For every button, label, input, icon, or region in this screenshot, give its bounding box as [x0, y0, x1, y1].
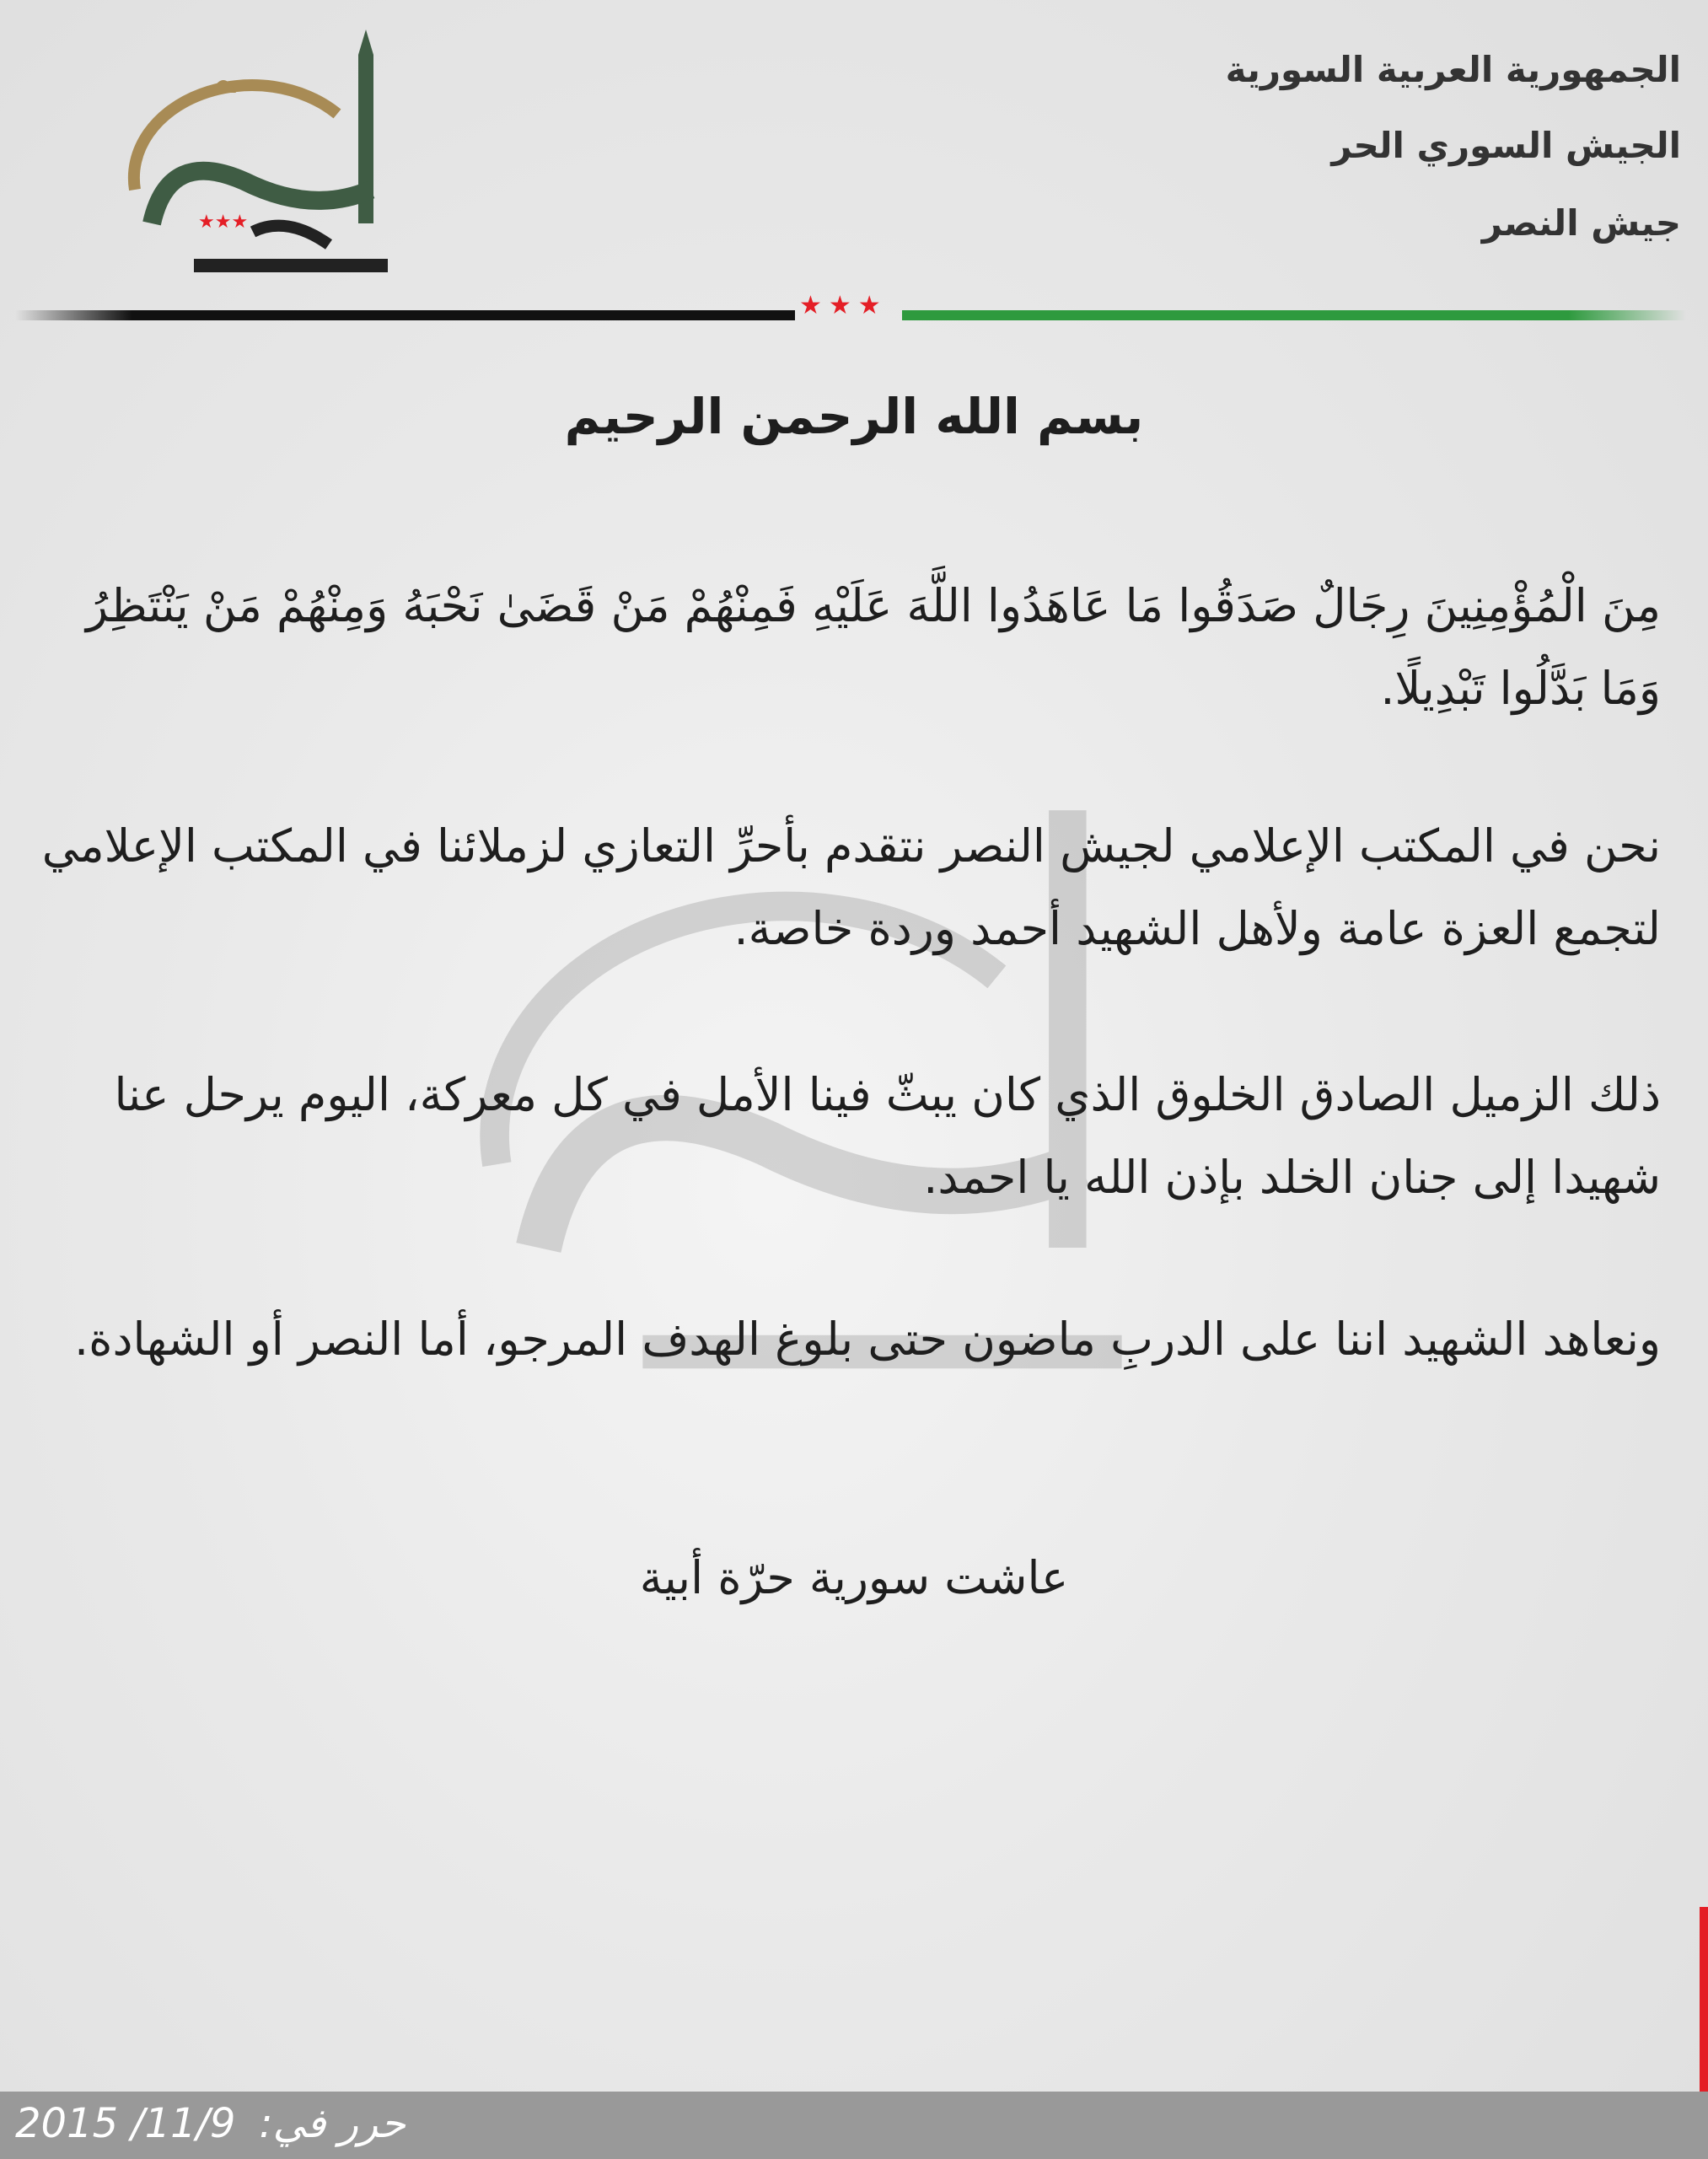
- divider-stars: ★★★: [799, 291, 888, 320]
- svg-text:★★★: ★★★: [198, 212, 249, 233]
- quran-verse: مِنَ الْمُؤْمِنِينَ رِجَالٌ صَدَقُوا مَا عَاهَدُوا اللَّهَ عَلَيْهِ فَمِنْهُمْ مَنْ قَضَىٰ نَحْبَهُ وَمِنْهُمْ مَنْ يَنْتَظِرُ وَمَا بَدَّلُوا تَبْدِيلًا.: [85, 579, 1661, 715]
- footer-date: 2015 /11/9: [15, 2100, 236, 2147]
- divider-green: [902, 310, 1686, 320]
- red-accent-bar: [1700, 1907, 1708, 2092]
- divider-black: [15, 310, 795, 320]
- header-country: الجمهورية العربية السورية: [1225, 49, 1681, 90]
- header-brigade: جيش النصر: [1481, 202, 1681, 244]
- footer-label: حرر في:: [259, 2100, 406, 2147]
- paragraph-tribute: ذلك الزميل الصادق الخلوق الذي كان يبثّ فينا الأمل في كل معركة، اليوم يرحل عنا شهيدا إلى جنان الخلد بإذن الله يا احمد.: [114, 1068, 1661, 1204]
- header-army: الجيش السوري الحر: [1331, 125, 1681, 166]
- footer-bar: [0, 2092, 1708, 2159]
- paragraph-pledge: ونعاهد الشهيد اننا على الدربِ ماضون حتى بلوغ الهدف المرجو، أما النصر أو الشهادة.: [74, 1313, 1661, 1366]
- logo-emblem: [118, 21, 405, 282]
- closing-line: عاشت سورية حرّة أبية: [639, 1551, 1069, 1604]
- bismillah: بسم الله الرحمن الرحيم: [564, 388, 1144, 445]
- paragraph-condolence: نحن في المكتب الإعلامي لجيش النصر نتقدم بأحرِّ التعازي لزملائنا في المكتب الإعلامي لتجمع العزة عامة ولأهل الشهيد أحمد وردة خاصة.: [41, 819, 1661, 955]
